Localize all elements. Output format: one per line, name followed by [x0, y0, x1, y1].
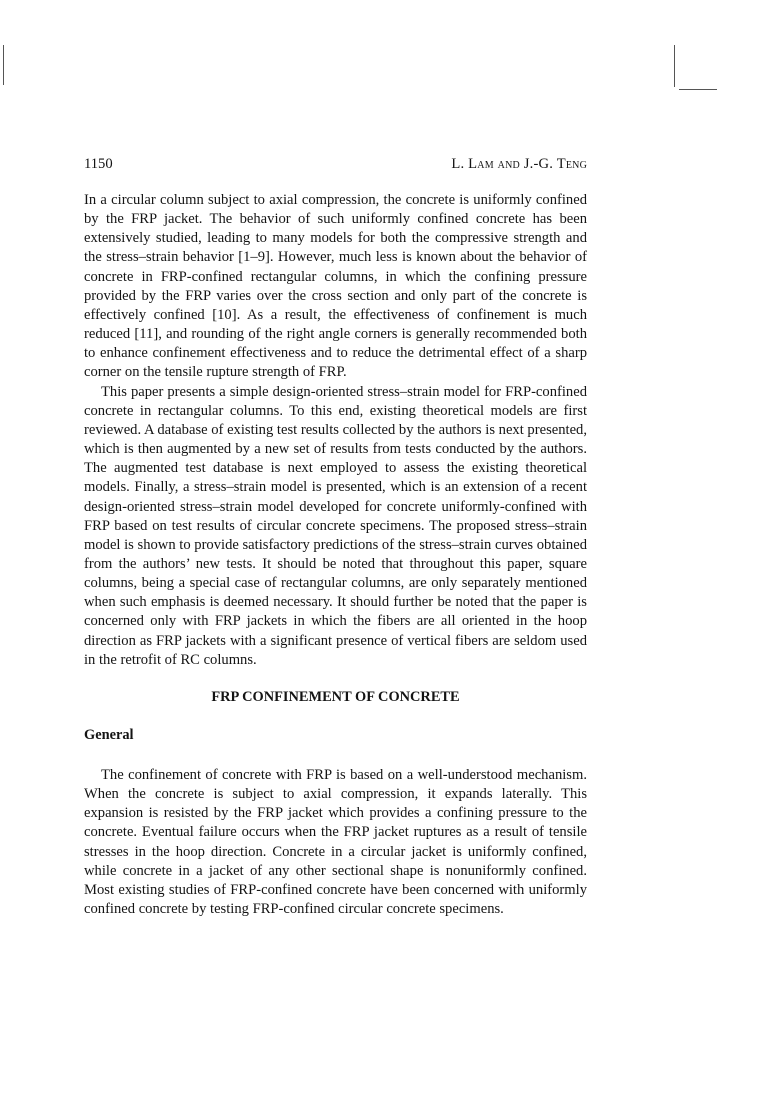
- section-heading: FRP CONFINEMENT OF CONCRETE: [211, 688, 460, 705]
- paragraph: The confinement of concrete with FRP is based on a well-understood mechanism. When the concrete is subject to axial compression, it expands laterally. This expansion is resisted by the FRP jacket which provides a confining pressure to the concrete. Eventual failure occurs when the FRP jacket ruptures as a result of tensile stresses in the hoop direction. Concrete in a circular jacket is uniformly confined, while concrete in a jacket of any other sectional shape is nonuniformly confined. Most existing studies of FRP-confined concrete have been concerned with uniformly confined concrete by testing FRP-confined circular concrete specimens.: [84, 766, 587, 917]
- crop-mark-right-vertical: [674, 45, 675, 87]
- crop-mark-right-horizontal: [679, 89, 717, 90]
- running-head-authors: L. Lam and J.-G. Teng: [451, 156, 587, 172]
- paragraph: In a circular column subject to axial compression, the concrete is uniformly confined by the FRP jacket. The behavior of such uniformly confined concrete has been extensively studied, leading to many models for both the compressive strength and the stress–strain behavior [1–9]. However, much less is known about the behavior of concrete in FRP-confined rectangular columns, in which the confining pressure provided by the FRP varies over the cross section and only part of the concrete is effectively confined [10]. As a result, the effectiveness of confinement is much reduced [11], and rounding of the right angle corners is generally recommended both to enhance confinement effectiveness and to reduce the detrimental effect of a sharp corner on the tensile rupture strength of FRP.: [84, 192, 587, 381]
- paragraph: This paper presents a simple design-oriented stress–strain model for FRP-confined concrete in rectangular columns. To this end, existing theoretical models are first reviewed. A database of existing test results collected by the authors is next presented, which is then augmented by a new set of results from tests conducted by the authors. The augmented test database is next employed to assess the existing theoretical models. Finally, a stress–strain model is presented, which is an extension of a recent design-oriented stress–strain model developed for concrete uniformly-confined with FRP based on test results of circular concrete specimens. The proposed stress–strain model is shown to provide satisfactory predictions of the stress–strain curves obtained from the authors’ new tests. It should be noted that throughout this paper, square columns, being a special case of rectangular columns, are only separately mentioned when such emphasis is deemed necessary. It should further be noted that the paper is concerned only with FRP jackets in which the fibers are all oriented in the hoop direction as FRP jackets with a significant presence of vertical fibers are seldom used in the retrofit of RC columns.: [84, 383, 587, 668]
- running-head: [84, 154, 587, 174]
- crop-mark-left: [3, 45, 4, 85]
- subsection-heading: General: [84, 726, 134, 743]
- article-body: [84, 191, 587, 919]
- page-number: 1150: [84, 156, 113, 172]
